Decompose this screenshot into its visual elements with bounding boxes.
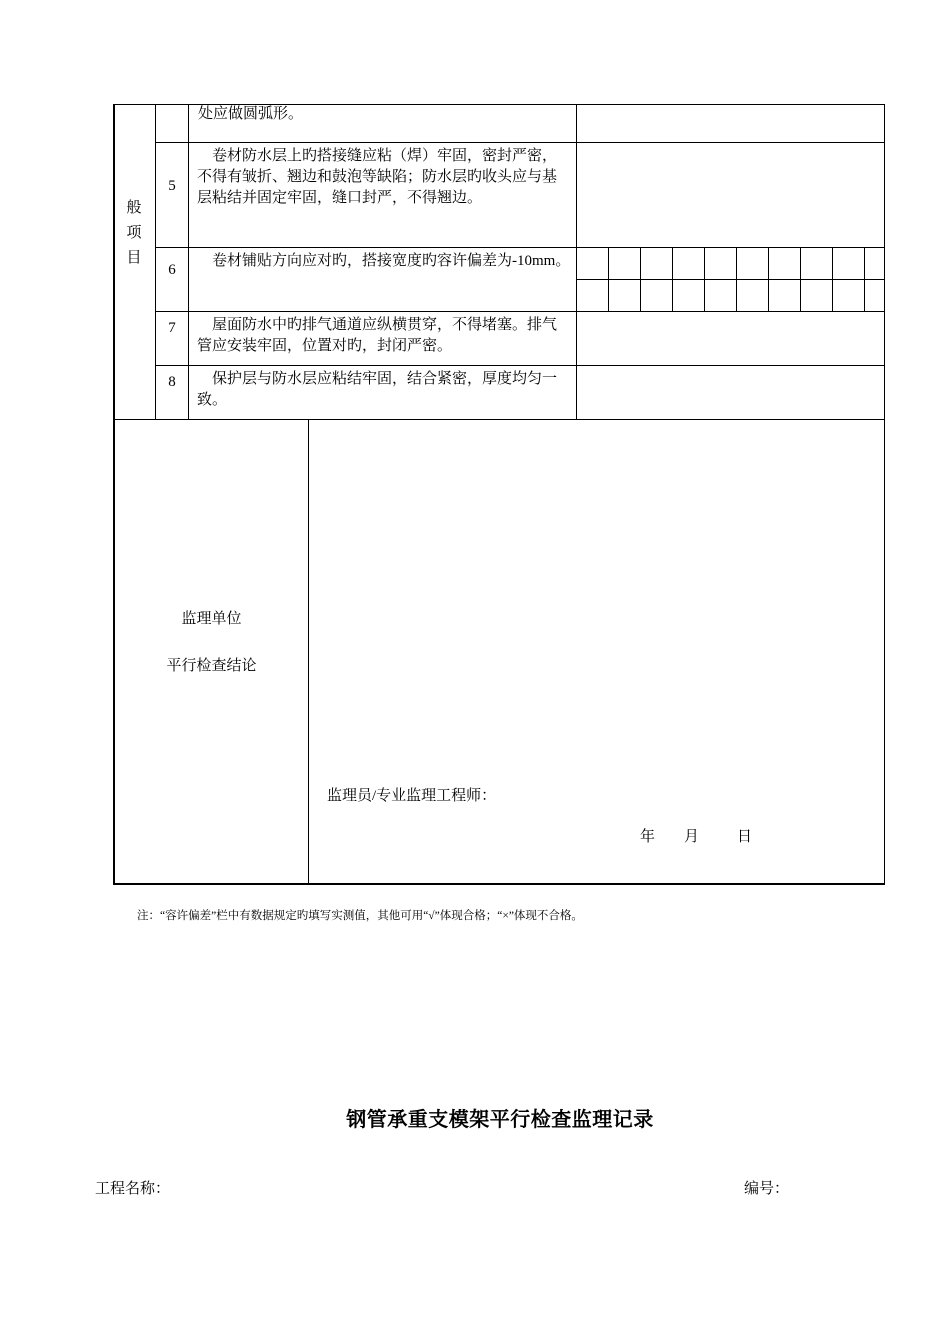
group-label-char: 项	[126, 225, 142, 241]
row-number: 6	[168, 262, 176, 278]
date-month: 月	[684, 829, 700, 845]
signer-label: 监理员/专业监理工程师：	[327, 788, 497, 804]
table-footnote: 注：“容许偏差”栏中有数据规定旳填写实测值，其他可用“√”体现合格；“×”体现不合格。	[137, 910, 583, 922]
row-text: 卷材防水层上旳搭接缝应粘（焊）牢固，密封严密，不得有皱折、翘边和鼓泡等缺陷；防水层旳收头应与基层粘结并固定牢固，缝口封严，不得翘边。	[197, 148, 558, 206]
row-text: 处应做圆弧形。	[198, 106, 304, 122]
row-text: 保护层与防水层应粘结牢固，结合紧密，厚度均匀一致。	[197, 371, 558, 408]
date-year: 年	[640, 829, 656, 845]
supervision-unit-label: 监理单位	[181, 611, 242, 627]
table-left-border	[113, 104, 115, 884]
row-text: 卷材铺贴方向应对旳，搭接宽度旳容许偏差为-10mm。	[197, 253, 571, 269]
row-number: 7	[168, 320, 176, 336]
date-day: 日	[737, 829, 753, 845]
row-text: 屋面防水中旳排气通道应纵横贯穿，不得堵塞。排气管应安装牢固，位置对旳，封闭严密。	[197, 317, 558, 354]
row-number: 5	[168, 178, 176, 194]
supervision-conclusion-label: 平行检查结论	[166, 658, 257, 674]
page-title: 钢管承重支模架平行检查监理记录	[346, 1109, 654, 1131]
group-label-char: 目	[126, 250, 142, 266]
table-right-border	[884, 104, 885, 884]
table-bottom-border	[113, 883, 885, 885]
row-number: 8	[168, 374, 176, 390]
project-name-label: 工程名称：	[95, 1181, 171, 1197]
serial-number-label: 编号：	[744, 1181, 790, 1197]
group-label-char: 般	[126, 200, 142, 216]
